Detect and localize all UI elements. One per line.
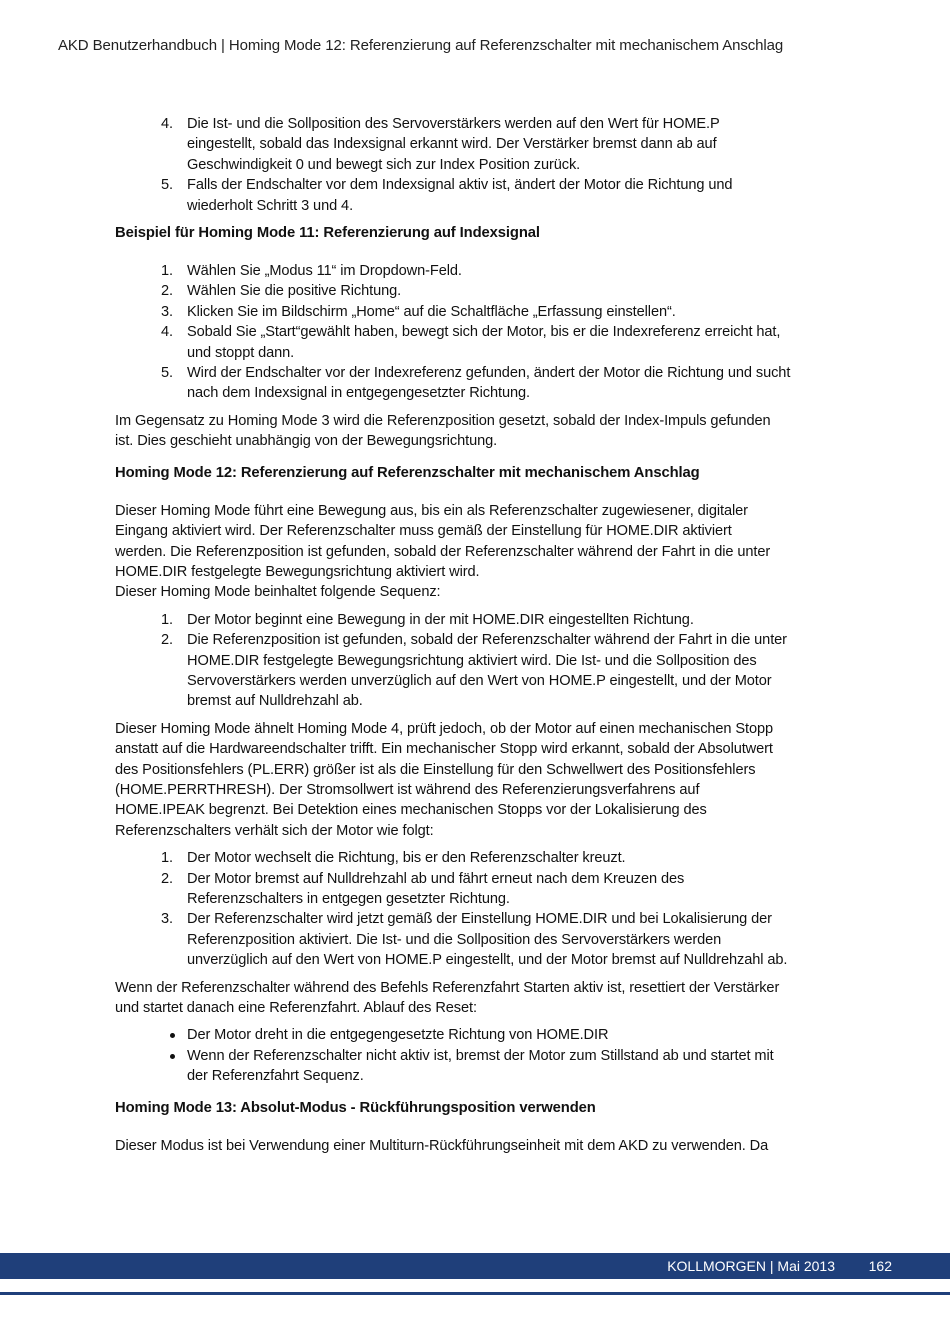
footer-divider [0,1292,950,1295]
list-item: 5. Falls der Endschalter vor dem Indexsignal aktiv ist, ändert der Motor die Richtung und wiederholt Schritt 3 und 4. [161,177,733,214]
list-item: 1. Wählen Sie „Modus 11“ im Dropdown-Feld. [161,263,462,280]
list-item: 2. Die Referenzposition ist gefunden, sobald der Referenzschalter während der Fahrt in die unter HOME.DIR festgelegte Bewegungsrichtung aktiviert wird. Die Ist- und die Sollposition des Servoverstärkers werden unverzüglich auf den Wert von HOME.P eingestellt, und der Motor bremst auf Nulldrehzahl ab. [161,632,787,710]
section-heading-mode13: Homing Mode 13: Absolut-Modus - Rückführungsposition verwenden [115,1099,596,1116]
mode12-bullets [115,1025,835,1086]
section-heading-mode12: Homing Mode 12: Referenzierung auf Referenzschalter mit mechanischem Anschlag [115,464,700,481]
list-item: 5. Wird der Endschalter vor der Indexreferenz gefunden, ändert der Motor die Richtung und sucht nach dem Indexsignal in entgegengesetzter Richtung. [161,365,791,402]
paragraph: Im Gegensatz zu Homing Mode 3 wird die Referenzposition gesetzt, sobald der Index-Impuls gefunden ist. Dies geschieht unabhängig von der Bewegungsrichtung. [115,412,771,450]
list-item: 4. Die Ist- und die Sollposition des Servoverstärkers werden auf den Wert für HOME.P eingestellt, sobald das Indexsignal erkannt wird. Der Verstärker bremst dann ab auf Geschwindigkeit 0 und bewegt sich zur Index Position zurück. [161,116,720,173]
bullet-icon [170,1033,175,1038]
section-heading-example11: Beispiel für Homing Mode 11: Referenzierung auf Indexsignal [115,225,540,242]
list-item: Der Motor dreht in die entgegengesetzte Richtung von HOME.DIR [115,1025,835,1045]
list-item: Wenn der Referenzschalter nicht aktiv ist, bremst der Motor zum Stillstand ab und startet mit der Referenzfahrt Sequenz. [115,1046,835,1087]
footer-brand: KOLLMORGEN | Mai 2013 [667,1258,835,1274]
paragraph: Dieser Homing Mode führt eine Bewegung aus, bis ein als Referenzschalter zugewiesener, digitaler Eingang aktiviert wird. Der Referenzschalter muss gemäß der Einstellung für HOME.DIR aktiviert werden. Die Referenzposition ist gefunden, sobald der Referenzschalter während der Fahrt in die unter HOME.DIR festgelegte Bewegungsrichtung aktiviert wird. [115,502,771,580]
page-header: AKD Benutzerhandbuch | Homing Mode 12: Referenzierung auf Referenzschalter mit mechanischem Anschlag [58,37,784,54]
list-item: 3. Der Referenzschalter wird jetzt gemäß der Einstellung HOME.DIR und bei Lokalisierung der Referenzposition aktiviert. Die Ist- und die Sollposition des Servoverstärkers werden unverzüglich auf den Wert von HOME.P eingestellt, und der Motor bremst auf Nulldrehzahl ab. [161,911,788,969]
list-top [115,114,835,216]
paragraph: Dieser Homing Mode beinhaltet folgende Sequenz: [115,584,441,601]
list-item: 1. Der Motor wechselt die Richtung, bis er den Referenzschalter kreuzt. [161,850,626,867]
paragraph: Wenn der Referenzschalter während des Befehls Referenzfahrt Starten aktiv ist, resettiert der Verstärker und startet danach eine Referenzfahrt. Ablauf des Reset: [115,979,780,1017]
paragraph: Dieser Homing Mode ähnelt Homing Mode 4, prüft jedoch, ob der Motor auf einen mechanischen Stopp anstatt auf die Hardwareendschalter trifft. Ein mechanischer Stopp wird erkannt, sobald der Absolutwert des Positionsfehlers (PL.ERR) größer ist als die Einstellung für den Schwellwert des Positionsfehlers (HOME.PERRTHRESH). Der Stromsollwert ist während des Referenzierungsverfahrens auf HOME.IPEAK begrenzt. Bei Detektion eines mechanischen Stopps vor der Lokalisierung des Referenzschalters verhält sich der Motor wie folgt: [115,720,774,839]
list-item: 2. Wählen Sie die positive Richtung. [161,283,402,300]
page-number: 162 [868,1258,892,1274]
footer-bar [0,1253,950,1279]
mode12-sequence [115,610,835,712]
bullet-icon [170,1054,175,1059]
list-item: 2. Der Motor bremst auf Nulldrehzahl ab und fährt erneut nach dem Kreuzen des Referenzschalters in entgegen gesetzter Richtung. [161,870,685,907]
paragraph: Dieser Modus ist bei Verwendung einer Multiturn-Rückführungseinheit mit dem AKD zu verwenden. Da [115,1137,769,1154]
document-body [115,114,835,1156]
mode12-stop-steps [115,848,835,970]
list-item: 1. Der Motor beginnt eine Bewegung in der mit HOME.DIR eingestellten Richtung. [161,611,694,628]
list-item: 3. Klicken Sie im Bildschirm „Home“ auf die Schaltfläche „Erfassung einstellen“. [161,303,676,320]
list-item: 4. Sobald Sie „Start“gewählt haben, bewegt sich der Motor, bis er die Indexreferenz erreicht hat, und stoppt dann. [161,324,781,361]
example11-steps [115,261,835,404]
